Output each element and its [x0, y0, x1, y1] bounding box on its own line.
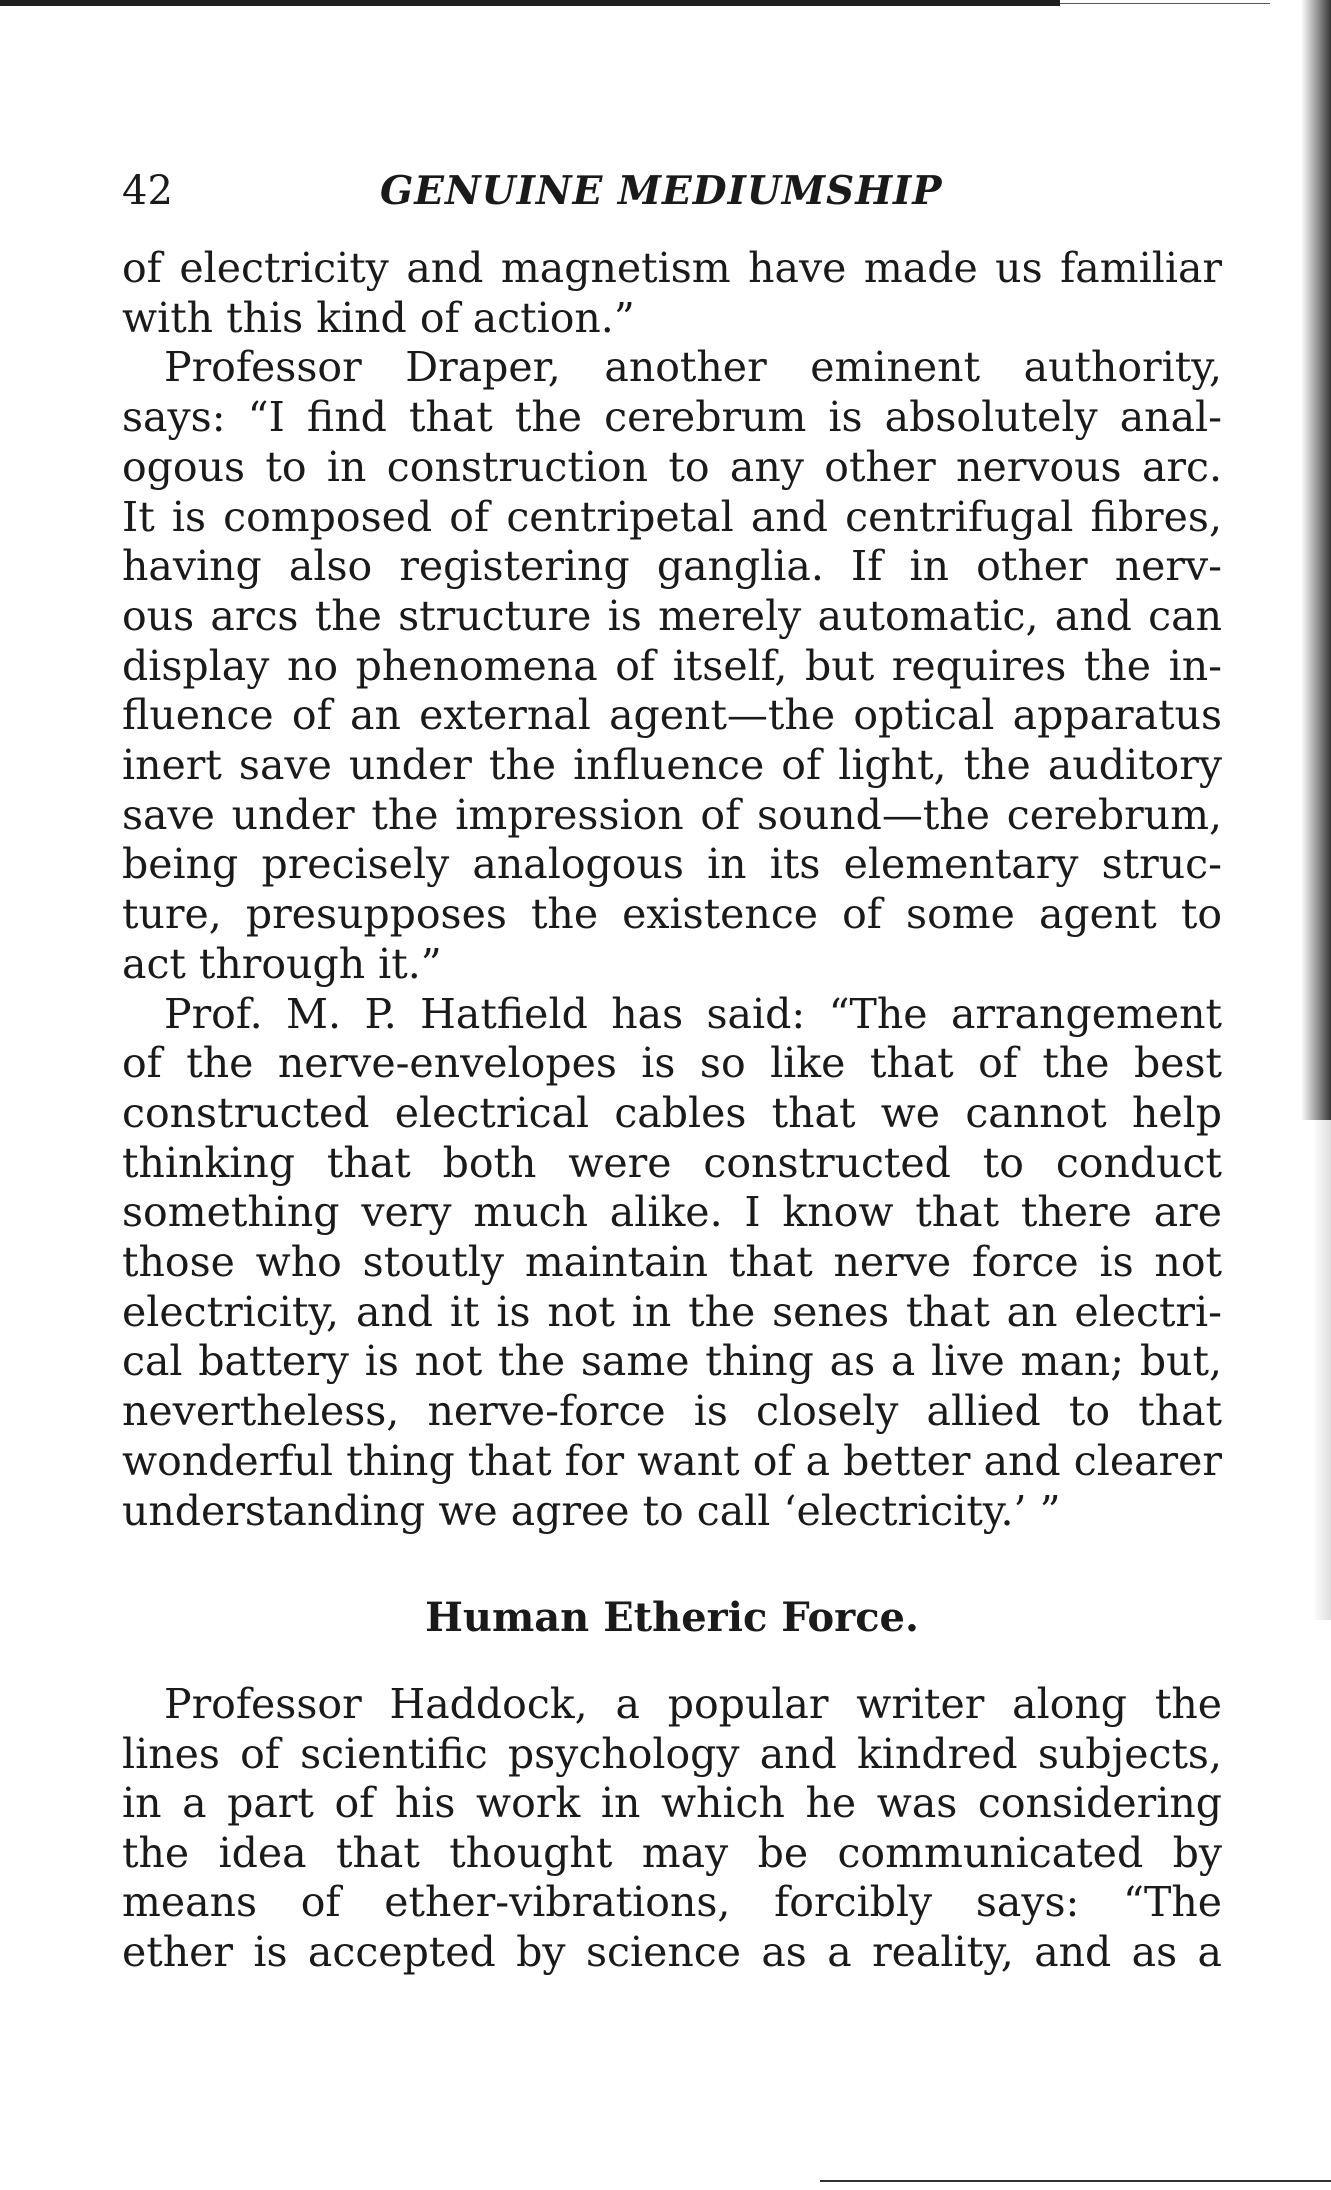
- body-text-lower: [122, 1680, 1222, 1978]
- text-line: display no phenomena of itself, but requires the in-: [122, 641, 1222, 690]
- text-line: having also registering ganglia. If in other nerv-: [122, 542, 1222, 591]
- text-line: ogous to in construction to any other nervous arc.: [122, 442, 1222, 491]
- page-header: [122, 168, 1222, 228]
- text-line: cal battery is not the same thing as a live man; but,: [122, 1337, 1222, 1386]
- top-page-rule: [0, 0, 1060, 6]
- text-line: lines of scientific psychology and kindred subjects,: [122, 1729, 1222, 1778]
- bottom-page-rule: [820, 2180, 1331, 2182]
- text-line: fluence of an external agent—the optical apparatus: [122, 691, 1222, 740]
- text-line: Professor Haddock, a popular writer along the: [164, 1680, 1222, 1728]
- section-heading: Human Etheric Force.: [425, 1594, 919, 1641]
- text-line: something very much alike. I know that there are: [122, 1188, 1222, 1237]
- text-line: ous arcs the structure is merely automatic, and can: [122, 591, 1222, 640]
- text-line: in a part of his work in which he was considering: [122, 1779, 1222, 1828]
- text-line: of electricity and magnetism have made us familiar: [122, 244, 1222, 292]
- page-edge-shadow-lower: [1313, 1120, 1331, 1620]
- text-line: constructed electrical cables that we cannot help: [122, 1088, 1222, 1137]
- text-line: inert save under the influence of light, the auditory: [122, 741, 1222, 790]
- text-line: save under the impression of sound—the cerebrum,: [122, 790, 1222, 839]
- text-line: the idea that thought may be communicated by: [122, 1828, 1222, 1877]
- body-text-upper: [122, 244, 1222, 1536]
- text-line: of the nerve-envelopes is so like that of the best: [122, 1039, 1222, 1088]
- text-line: says: “I find that the cerebrum is absolutely anal-: [122, 393, 1222, 442]
- page-number: 42: [122, 168, 173, 214]
- text-line: means of ether-vibrations, forcibly says: “The: [122, 1878, 1222, 1927]
- text-line: electricity, and it is not in the senes that an electri-: [122, 1287, 1222, 1336]
- text-line: Professor Draper, another eminent authority,: [164, 343, 1222, 392]
- text-line: nevertheless, nerve-force is closely allied to that: [122, 1387, 1222, 1436]
- text-line: wonderful thing that for want of a better and clearer: [122, 1436, 1222, 1485]
- text-line: act through it.”: [122, 939, 442, 988]
- text-line: ture, presupposes the existence of some agent to: [122, 890, 1222, 939]
- text-line: being precisely analogous in its elementary struc-: [122, 840, 1222, 889]
- top-page-rule-thin: [1060, 3, 1270, 4]
- text-line: ether is accepted by science as a reality, and as a: [122, 1927, 1222, 1976]
- running-head: GENUINE MEDIUMSHIP: [380, 168, 943, 214]
- page-edge-shadow: [1301, 0, 1331, 1120]
- text-line: thinking that both were constructed to conduct: [122, 1138, 1222, 1187]
- text-line: with this kind of action.”: [122, 293, 635, 342]
- text-line: understanding we agree to call ‘electricity.’ ”: [122, 1486, 1061, 1535]
- text-line: It is composed of centripetal and centrifugal fibres,: [122, 492, 1222, 541]
- text-line: those who stoutly maintain that nerve force is not: [122, 1238, 1222, 1287]
- text-line: Prof. M. P. Hatfield has said: “The arrangement: [164, 989, 1222, 1038]
